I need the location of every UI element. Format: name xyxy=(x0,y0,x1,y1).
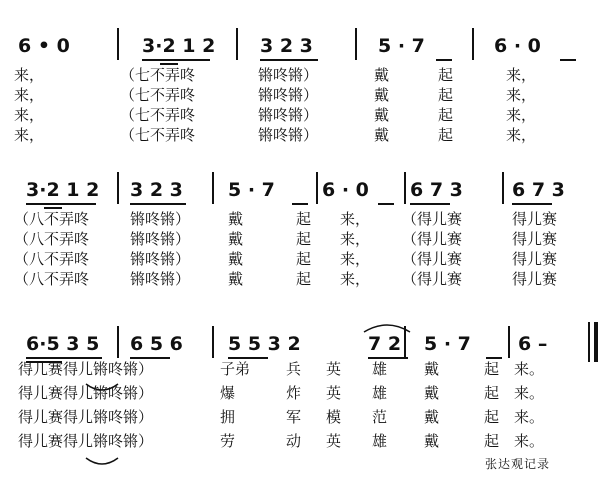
underline xyxy=(410,203,450,205)
lyric-row: 戴 xyxy=(228,270,244,288)
lyric-row: （八不弄咚 xyxy=(14,210,90,228)
lyric-row: 来， xyxy=(506,106,537,124)
lyric-row: 劳 xyxy=(220,432,236,450)
lyric-row: 炸 xyxy=(286,384,302,402)
lyric-row: （八不弄咚 xyxy=(14,230,90,248)
lyric-row: 来。 xyxy=(514,384,545,402)
lyric-row: 来， xyxy=(14,86,45,104)
lyric-row: 戴 xyxy=(374,106,390,124)
lyric-row: （得儿赛 xyxy=(402,230,463,248)
measure-2: 3 2 3 xyxy=(130,179,183,201)
lyric-row: 得儿赛 xyxy=(512,270,558,288)
final-barline-thin xyxy=(588,322,590,362)
lyric-row: 戴 xyxy=(374,86,390,104)
underline xyxy=(26,357,102,359)
lyric-row: 戴 xyxy=(424,432,440,450)
lyric-row: （七不弄咚 xyxy=(120,106,196,124)
lyric-row: 得儿赛得儿锵咚锵） xyxy=(18,408,154,426)
lyric-row: 来， xyxy=(340,230,371,248)
measure-1: 6·5 3 5 xyxy=(26,333,100,355)
lyric-row: （八不弄咚 xyxy=(14,250,90,268)
measure-3: 3 2 3 xyxy=(260,35,313,57)
lyric-row: 来， xyxy=(340,270,371,288)
lyric-row: 英 xyxy=(326,360,342,378)
lyric-row: 来。 xyxy=(514,360,545,378)
lyric-row: 起 xyxy=(296,230,312,248)
underline xyxy=(26,203,96,205)
lyric-row: 起 xyxy=(438,106,454,124)
lyric-row: 戴 xyxy=(374,126,390,144)
lyric-row: 锵咚锵） xyxy=(130,210,191,228)
measure-3b: 7 2 xyxy=(368,333,402,355)
lyric-row: 动 xyxy=(286,432,302,450)
measure-2: 3·2 1 2 xyxy=(142,35,216,57)
barline xyxy=(212,326,214,358)
lyric-row: 雄 xyxy=(372,384,388,402)
barline xyxy=(472,28,474,60)
measure-3: 5 5 3 2 xyxy=(228,333,301,355)
lyric-row: 锵咚锵） xyxy=(258,86,319,104)
lyric-row: 起 xyxy=(296,210,312,228)
measure-5: 6 · 0 xyxy=(494,35,541,57)
underline xyxy=(378,203,394,205)
lyric-row: 拥 xyxy=(220,408,236,426)
barline xyxy=(117,326,119,358)
lyric-row: 英 xyxy=(326,432,342,450)
lyric-row: 得儿赛得儿锵咚锵） xyxy=(18,360,154,378)
lyric-row: 英 xyxy=(326,384,342,402)
barline xyxy=(508,326,510,358)
lyric-row: （得儿赛 xyxy=(402,210,463,228)
lyric-row: 军 xyxy=(286,408,302,426)
lyric-row: 得儿赛 xyxy=(512,210,558,228)
measure-4: 5 · 7 xyxy=(378,35,425,57)
lyric-row: 雄 xyxy=(372,360,388,378)
lyric-row: 锵咚锵） xyxy=(258,106,319,124)
barline xyxy=(502,172,504,204)
underline xyxy=(560,59,576,61)
lyric-row: 起 xyxy=(438,66,454,84)
lyric-row: 起 xyxy=(296,270,312,288)
measure-5: 6 7 3 xyxy=(410,179,463,201)
measure-1: 3·2 1 2 xyxy=(26,179,100,201)
lyric-row: 起 xyxy=(438,86,454,104)
lyric-row: 来， xyxy=(506,86,537,104)
underline xyxy=(512,203,552,205)
measure-3: 5 · 7 xyxy=(228,179,275,201)
lyric-row: （得儿赛 xyxy=(402,270,463,288)
lyric-row: 戴 xyxy=(228,230,244,248)
lyric-row: 起 xyxy=(484,408,500,426)
lyric-row: 戴 xyxy=(424,384,440,402)
lyric-row: 子弟 xyxy=(220,360,251,378)
measure-2: 6 5 6 xyxy=(130,333,183,355)
lyric-row: 来， xyxy=(340,210,371,228)
notation-line xyxy=(0,332,608,358)
lyric-row: 来。 xyxy=(514,432,545,450)
lyric-row: 锵咚锵） xyxy=(130,230,191,248)
barline xyxy=(117,28,119,60)
notation-line xyxy=(0,178,608,204)
lyric-row: 来。 xyxy=(514,408,545,426)
underline xyxy=(292,203,308,205)
measure-5: 6 – xyxy=(518,333,548,355)
lyric-row: 起 xyxy=(484,360,500,378)
slur-mark xyxy=(84,456,120,470)
lyric-row: 戴 xyxy=(228,250,244,268)
underline xyxy=(130,357,170,359)
lyric-row: 戴 xyxy=(424,408,440,426)
lyric-row: 戴 xyxy=(228,210,244,228)
barline xyxy=(404,172,406,204)
lyric-row: 来， xyxy=(506,126,537,144)
underline xyxy=(436,59,452,61)
underline xyxy=(44,207,62,209)
underline xyxy=(130,203,186,205)
barline xyxy=(404,326,406,358)
barline xyxy=(316,172,318,204)
lyric-row: 戴 xyxy=(424,360,440,378)
lyric-row: 得儿赛 xyxy=(512,250,558,268)
lyric-row: 起 xyxy=(438,126,454,144)
lyric-row: 锵咚锵） xyxy=(130,250,191,268)
lyric-row: 起 xyxy=(296,250,312,268)
lyric-row: 来， xyxy=(14,106,45,124)
lyric-row: （得儿赛 xyxy=(402,250,463,268)
lyric-row: 来， xyxy=(14,126,45,144)
transcriber-credit: 张达观记录 xyxy=(485,457,551,471)
lyric-row: 起 xyxy=(484,384,500,402)
underline xyxy=(260,59,318,61)
lyric-row: 兵 xyxy=(286,360,302,378)
lyric-row: 得儿赛 xyxy=(512,230,558,248)
underline xyxy=(486,357,502,359)
barline xyxy=(117,172,119,204)
notation-line xyxy=(0,34,608,60)
measure-4: 5 · 7 xyxy=(424,333,471,355)
final-barline-thick xyxy=(594,322,598,362)
lyric-row: 模 xyxy=(326,408,342,426)
underline xyxy=(228,357,268,359)
measure-6: 6 7 3 xyxy=(512,179,565,201)
underline xyxy=(142,59,210,61)
lyric-row: 来， xyxy=(340,250,371,268)
barline xyxy=(236,28,238,60)
measure-4: 6 · 0 xyxy=(322,179,369,201)
lyric-row: 锵咚锵） xyxy=(258,126,319,144)
barline xyxy=(355,28,357,60)
underline xyxy=(368,357,408,359)
lyric-row: （七不弄咚 xyxy=(120,126,196,144)
lyric-row: （七不弄咚 xyxy=(120,86,196,104)
lyric-row: （七不弄咚 xyxy=(120,66,196,84)
lyric-row: 来， xyxy=(506,66,537,84)
lyric-row: 戴 xyxy=(374,66,390,84)
measure-1: 6 • 0 xyxy=(18,35,70,57)
lyric-row: 来， xyxy=(14,66,45,84)
lyric-row: 起 xyxy=(484,432,500,450)
lyric-row: 范 xyxy=(372,408,388,426)
lyric-row: 锵咚锵） xyxy=(130,270,191,288)
lyric-row: 得儿赛得儿锵咚锵） xyxy=(18,384,154,402)
lyric-row: 锵咚锵） xyxy=(258,66,319,84)
underline xyxy=(160,63,178,65)
lyric-row: 雄 xyxy=(372,432,388,450)
lyric-row: （八不弄咚 xyxy=(14,270,90,288)
lyric-row: 爆 xyxy=(220,384,236,402)
lyric-row: 得儿赛得儿锵咚锵） xyxy=(18,432,154,450)
barline xyxy=(212,172,214,204)
